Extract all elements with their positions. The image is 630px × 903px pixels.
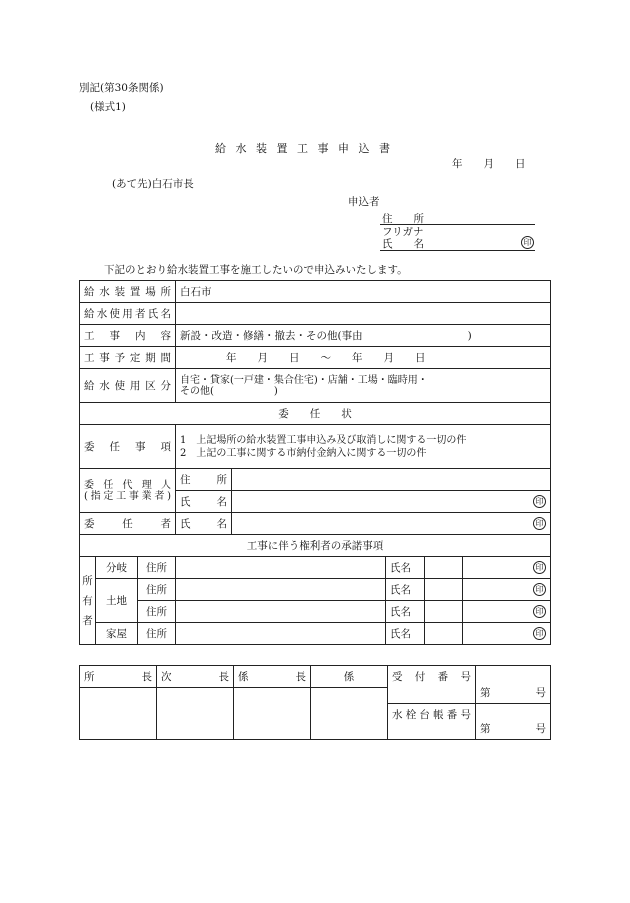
- mandator-seal-icon: 印: [533, 517, 546, 530]
- branch-owner-name-label: 氏名: [386, 557, 425, 578]
- receipt-number-field[interactable]: 第 号: [476, 666, 551, 704]
- branch-address-field[interactable]: [176, 557, 386, 579]
- agent-address-field[interactable]: [232, 469, 551, 491]
- house-owner-name-label: 氏名: [386, 623, 425, 644]
- location-field[interactable]: 白石市: [176, 281, 551, 303]
- addressee: (あて先)白石市長: [112, 178, 194, 190]
- owner-row-land-1: [80, 579, 551, 601]
- house-address-field[interactable]: [176, 623, 386, 645]
- owner-label: 所有者: [80, 557, 96, 645]
- work-content-field[interactable]: 新設・改造・修繕・撤去・その他(事由 ): [176, 325, 551, 347]
- mandate-items-label: 委任事項: [80, 425, 176, 469]
- form-number: (様式1): [90, 101, 126, 113]
- rights-header-row: [80, 535, 551, 557]
- section-chief-stamp-box[interactable]: [234, 688, 311, 740]
- applicant-name-label: 氏 名: [382, 238, 424, 250]
- branch-label: 分岐: [96, 557, 138, 579]
- staff-label: 係: [311, 666, 388, 688]
- office-use-table: [79, 665, 551, 740]
- work-content-label: 工事内容: [80, 325, 176, 347]
- owner-row-land-2: [80, 601, 551, 623]
- land-seal-icon-2: 印: [533, 605, 546, 618]
- mandator-row: [80, 513, 551, 535]
- applicant-seal-icon: 印: [521, 236, 534, 249]
- page-title: 給 水 装 置 工 事 申 込 書: [215, 142, 393, 155]
- period-label: 工事予定期間: [80, 347, 176, 369]
- agent-address-row: [80, 469, 551, 491]
- mandator-name-label: 氏 名: [176, 513, 232, 535]
- house-owner-name-field[interactable]: [463, 623, 551, 645]
- land-owner-name-label-1: 氏名: [386, 579, 425, 600]
- usage-options-line1: 自宅・貸家(一戸建・集合住宅)・店舗・工場・臨時用・: [180, 374, 428, 386]
- location-label: 給水装置場所: [80, 281, 176, 303]
- application-date: 年 月 日: [452, 158, 526, 170]
- usage-field[interactable]: [176, 369, 551, 403]
- usage-label: 給水使用区分: [80, 369, 176, 403]
- user-name-label: 給水使用者氏名: [80, 303, 176, 325]
- mandate-item-1: 1 上記場所の給水装置工事申込み及び取消しに関する一切の件: [180, 434, 467, 446]
- land-address-field-1[interactable]: [176, 579, 386, 601]
- work-content-row: [80, 325, 551, 347]
- application-form-table: [79, 280, 551, 645]
- house-seal-icon: 印: [533, 627, 546, 640]
- land-address-label-2: 住所: [138, 601, 176, 623]
- hydrant-number-label: 水栓台帳番号: [388, 704, 476, 740]
- house-owner-name-cell: [386, 623, 463, 645]
- branch-owner-name-field[interactable]: [463, 557, 551, 579]
- rights-header: 工事に伴う権利者の承諾事項: [80, 535, 551, 557]
- agent-label: [80, 469, 176, 513]
- branch-owner-name-cell: [386, 557, 463, 579]
- deputy-stamp-box[interactable]: [157, 688, 234, 740]
- agent-label-line2: (指定工事業者): [84, 490, 171, 502]
- receipt-number-label: 受付番号: [388, 666, 476, 704]
- land-seal-icon-1: 印: [533, 583, 546, 596]
- mandate-items: [176, 425, 551, 469]
- mandator-name-field[interactable]: [232, 513, 551, 535]
- section-chief-label: 係長: [234, 666, 311, 688]
- mandate-header-row: [80, 403, 551, 425]
- applicant-name-line: [380, 250, 535, 251]
- applicant-furigana-label: フリガナ: [382, 226, 424, 238]
- appendix-label: 別記(第30条関係): [79, 82, 164, 94]
- applicant-label: 申込者: [348, 196, 380, 208]
- mandate-header: 委 任 状: [80, 403, 551, 425]
- mandate-item-2: 2 上記の工事に関する市納付金納入に関する一切の件: [180, 447, 427, 459]
- land-label: 土地: [96, 579, 138, 623]
- chief-label: 所長: [80, 666, 157, 688]
- land-owner-name-cell-2: [386, 601, 463, 623]
- branch-seal-icon: 印: [533, 561, 546, 574]
- usage-row: [80, 369, 551, 403]
- chief-stamp-box[interactable]: [80, 688, 157, 740]
- owner-row-branch: [80, 557, 551, 579]
- office-header-row: [80, 666, 551, 688]
- land-owner-name-field-1[interactable]: [463, 579, 551, 601]
- land-owner-name-cell-1: [386, 579, 463, 601]
- branch-address-label: 住所: [138, 557, 176, 579]
- agent-name-label: 氏 名: [176, 491, 232, 513]
- land-owner-name-label-2: 氏名: [386, 601, 425, 622]
- mandate-items-row: [80, 425, 551, 469]
- usage-options-line2: その他( ): [180, 385, 278, 397]
- location-row: [80, 281, 551, 303]
- agent-name-field[interactable]: [232, 491, 551, 513]
- house-label: 家屋: [96, 623, 138, 645]
- user-name-field[interactable]: [176, 303, 551, 325]
- deputy-label: 次長: [157, 666, 234, 688]
- agent-seal-icon: 印: [533, 495, 546, 508]
- period-field[interactable]: 年 月 日 ～ 年 月 日: [176, 347, 551, 369]
- user-name-row: [80, 303, 551, 325]
- mandator-label: 委任者: [80, 513, 176, 535]
- land-address-field-2[interactable]: [176, 601, 386, 623]
- period-row: [80, 347, 551, 369]
- agent-label-line1: 委任代理人: [84, 479, 171, 491]
- intro-text: 下記のとおり給水装置工事を施工したいので申込みいたします。: [104, 264, 408, 276]
- land-address-label-1: 住所: [138, 579, 176, 601]
- land-owner-name-field-2[interactable]: [463, 601, 551, 623]
- owner-row-house: [80, 623, 551, 645]
- house-address-label: 住所: [138, 623, 176, 645]
- hydrant-number-field[interactable]: 第 号: [476, 704, 551, 740]
- applicant-address-label: 住 所: [382, 213, 424, 225]
- staff-stamp-box[interactable]: [311, 688, 388, 740]
- agent-address-label: 住 所: [176, 469, 232, 491]
